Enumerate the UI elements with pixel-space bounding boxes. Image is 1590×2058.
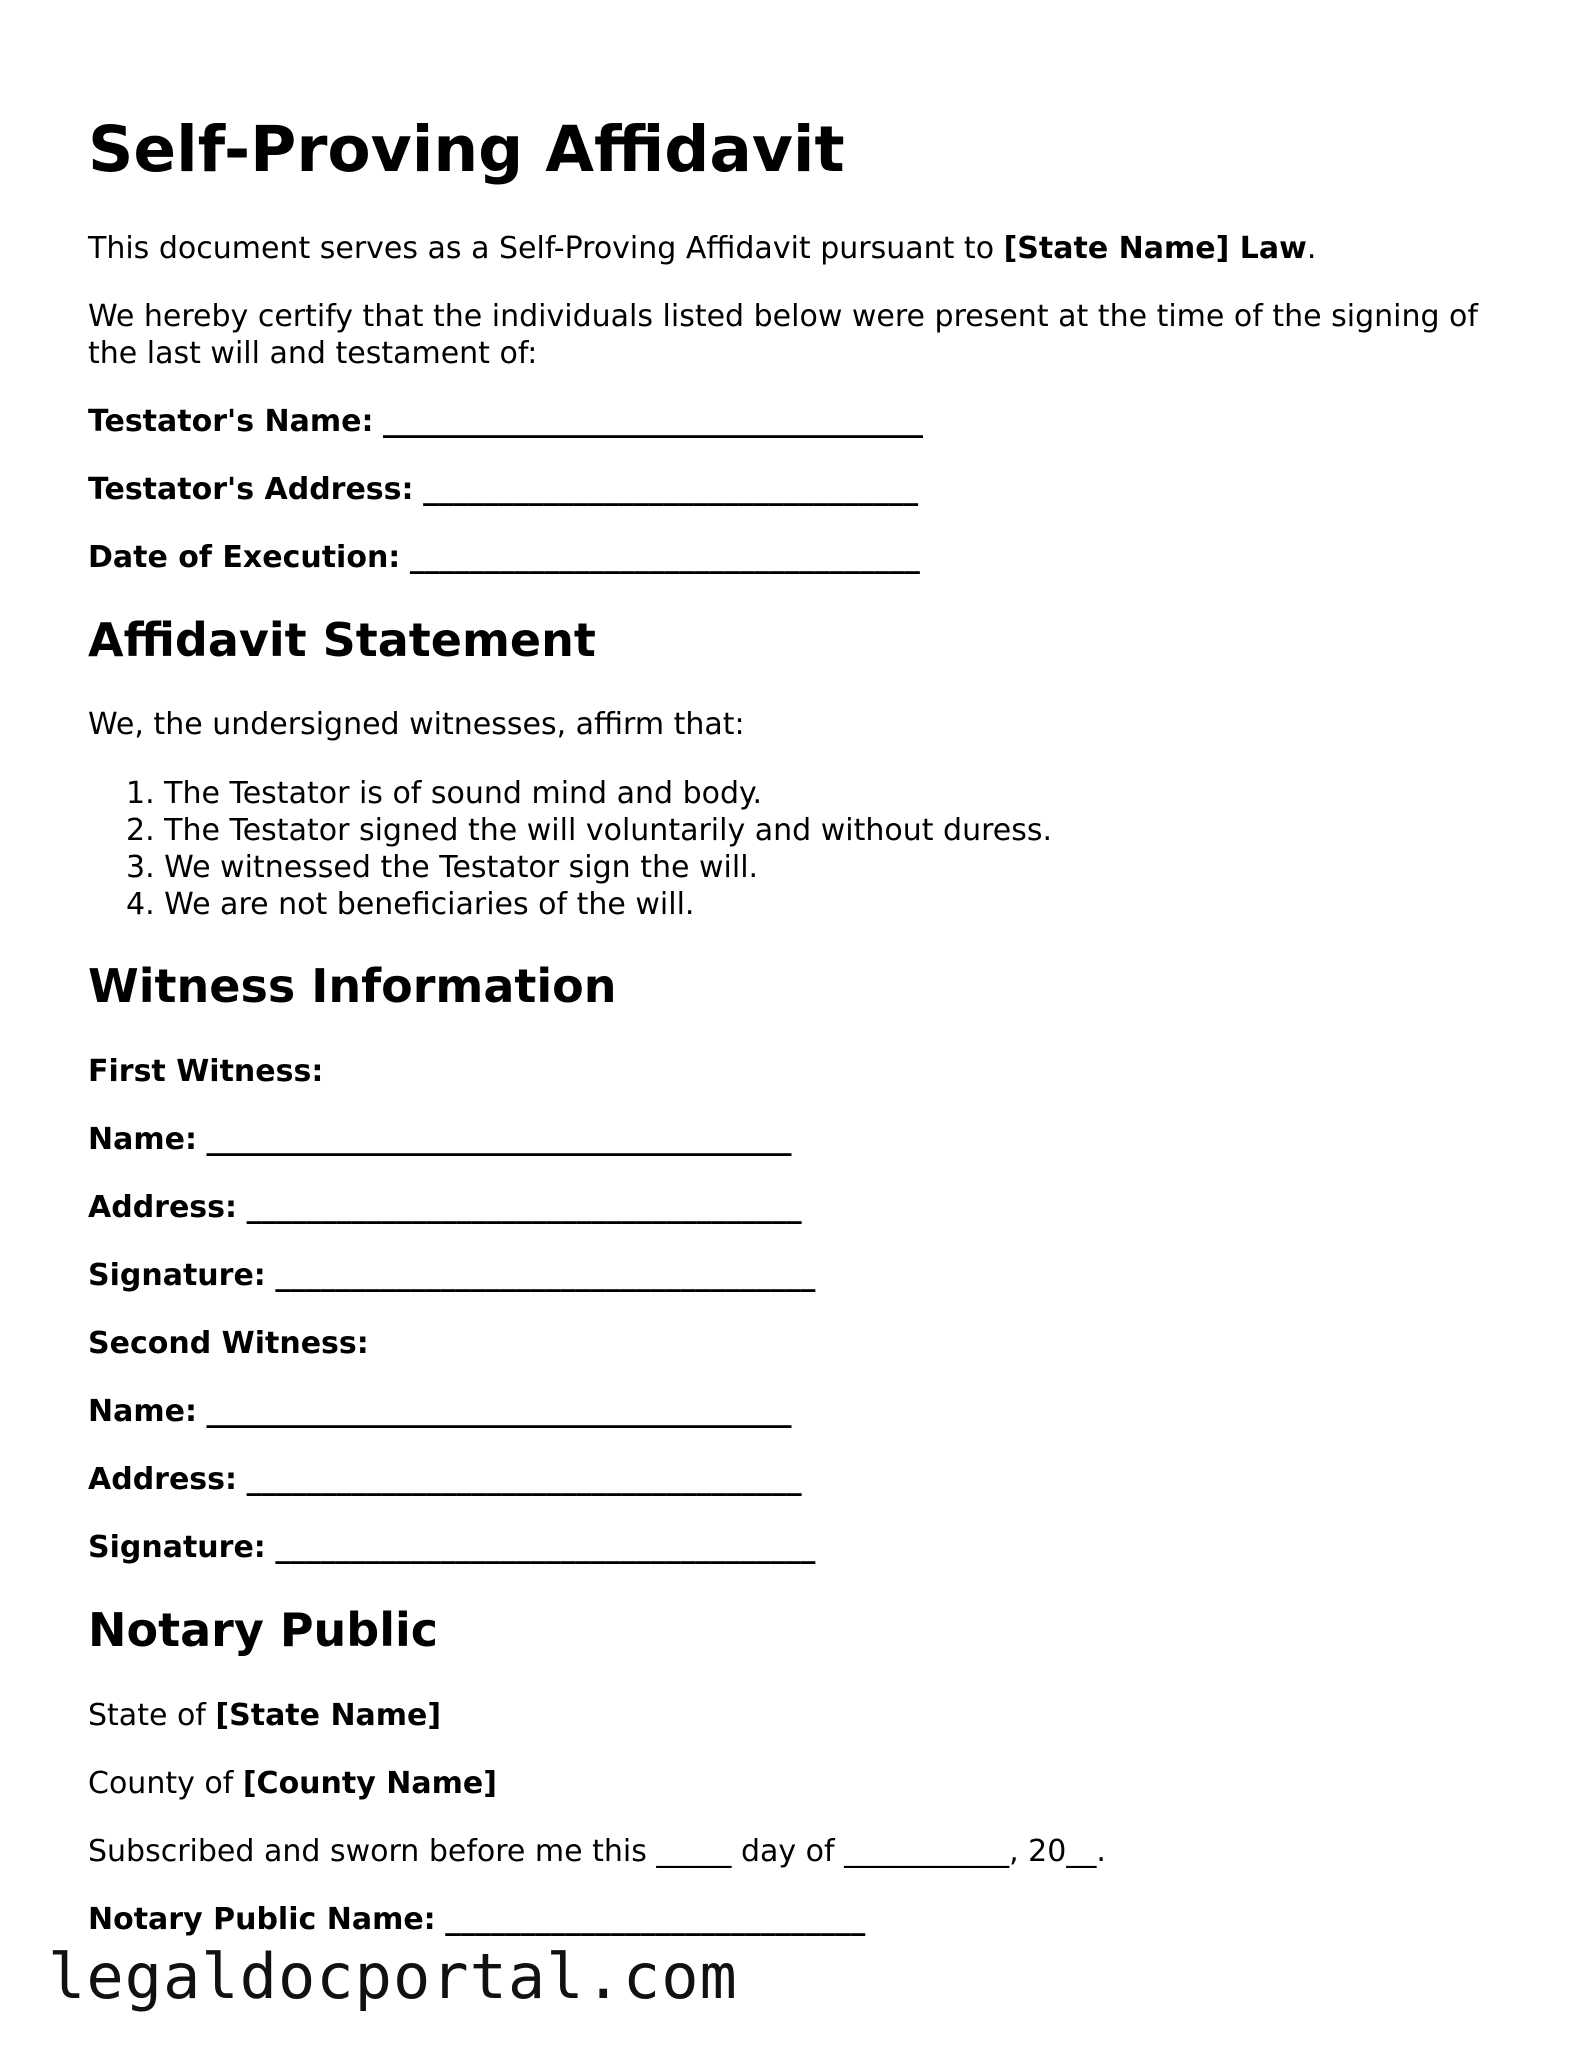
- affidavit-statement-heading: Affidavit Statement: [88, 613, 596, 667]
- signature-label: Signature:: [88, 1258, 266, 1293]
- first-witness-signature-field[interactable]: [88, 1257, 815, 1294]
- site-watermark: legaldocportal.com: [48, 1940, 738, 2013]
- name-label: Name:: [88, 1122, 197, 1157]
- second-witness-address-field[interactable]: [88, 1461, 802, 1498]
- list-item: 4. We are not beneficiaries of the will.: [126, 887, 695, 922]
- notary-state: State of [State Name]: [88, 1698, 442, 1733]
- testator-address-line[interactable]: _________________________________: [423, 472, 919, 507]
- address-label: Address:: [88, 1462, 238, 1497]
- notary-public-heading: Notary Public: [88, 1603, 439, 1657]
- second-witness-label: Second Witness:: [88, 1326, 369, 1361]
- list-item: 2. The Testator signed the will voluntarily and without duress.: [126, 813, 1053, 848]
- name-label: Name:: [88, 1394, 197, 1429]
- notary-name-line[interactable]: ____________________________: [445, 1902, 866, 1937]
- notary-county-value: [County Name]: [242, 1766, 497, 1801]
- testator-address-field[interactable]: [88, 471, 918, 508]
- testator-name-line[interactable]: ____________________________________: [383, 404, 924, 439]
- second-witness-signature-field[interactable]: [88, 1529, 815, 1566]
- second-witness-name-line[interactable]: _______________________________________: [206, 1394, 792, 1429]
- witness-information-heading: Witness Information: [88, 959, 617, 1013]
- testator-address-label: Testator's Address:: [88, 472, 414, 507]
- document-title: Self-Proving Affidavit: [88, 113, 845, 186]
- address-label: Address:: [88, 1190, 238, 1225]
- affirmation-list: [88, 775, 1052, 923]
- first-witness-name-line[interactable]: _______________________________________: [206, 1122, 792, 1157]
- list-item: 1. The Testator is of sound mind and body.: [126, 776, 763, 811]
- testator-name-field[interactable]: [88, 403, 923, 440]
- first-witness-name-field[interactable]: [88, 1121, 792, 1158]
- first-witness-address-field[interactable]: [88, 1189, 802, 1226]
- execution-date-field[interactable]: [88, 539, 920, 576]
- second-witness-name-field[interactable]: [88, 1393, 792, 1430]
- intro-end: .: [1306, 231, 1317, 266]
- notary-sworn-statement: Subscribed and sworn before me this _____ day of ___________, 20__.: [88, 1834, 1106, 1869]
- statement-lead: We, the undersigned witnesses, affirm that:: [88, 707, 745, 742]
- first-witness-signature-line[interactable]: ____________________________________: [275, 1258, 816, 1293]
- certify-paragraph: We hereby certify that the individuals listed below were present at the time of the signing of the last will and testament of:: [88, 299, 1478, 371]
- notary-name-field[interactable]: [88, 1901, 865, 1938]
- second-witness-signature-line[interactable]: ____________________________________: [275, 1530, 816, 1565]
- first-witness-label: First Witness:: [88, 1054, 324, 1089]
- signature-label: Signature:: [88, 1530, 266, 1565]
- first-witness-address-line[interactable]: _____________________________________: [246, 1190, 802, 1225]
- list-item: 3. We witnessed the Testator sign the will.: [126, 850, 759, 885]
- second-witness-address-line[interactable]: _____________________________________: [246, 1462, 802, 1497]
- notary-name-label: Notary Public Name:: [88, 1902, 436, 1937]
- execution-date-line[interactable]: __________________________________: [409, 540, 920, 575]
- intro-state-law: [State Name] Law: [1003, 231, 1307, 266]
- notary-county: County of [County Name]: [88, 1766, 497, 1801]
- testator-name-label: Testator's Name:: [88, 404, 374, 439]
- notary-state-value: [State Name]: [215, 1698, 442, 1733]
- intro-text: This document serves as a Self-Proving Affidavit pursuant to: [88, 231, 1004, 266]
- execution-date-label: Date of Execution:: [88, 540, 401, 575]
- intro-paragraph: [88, 230, 1316, 267]
